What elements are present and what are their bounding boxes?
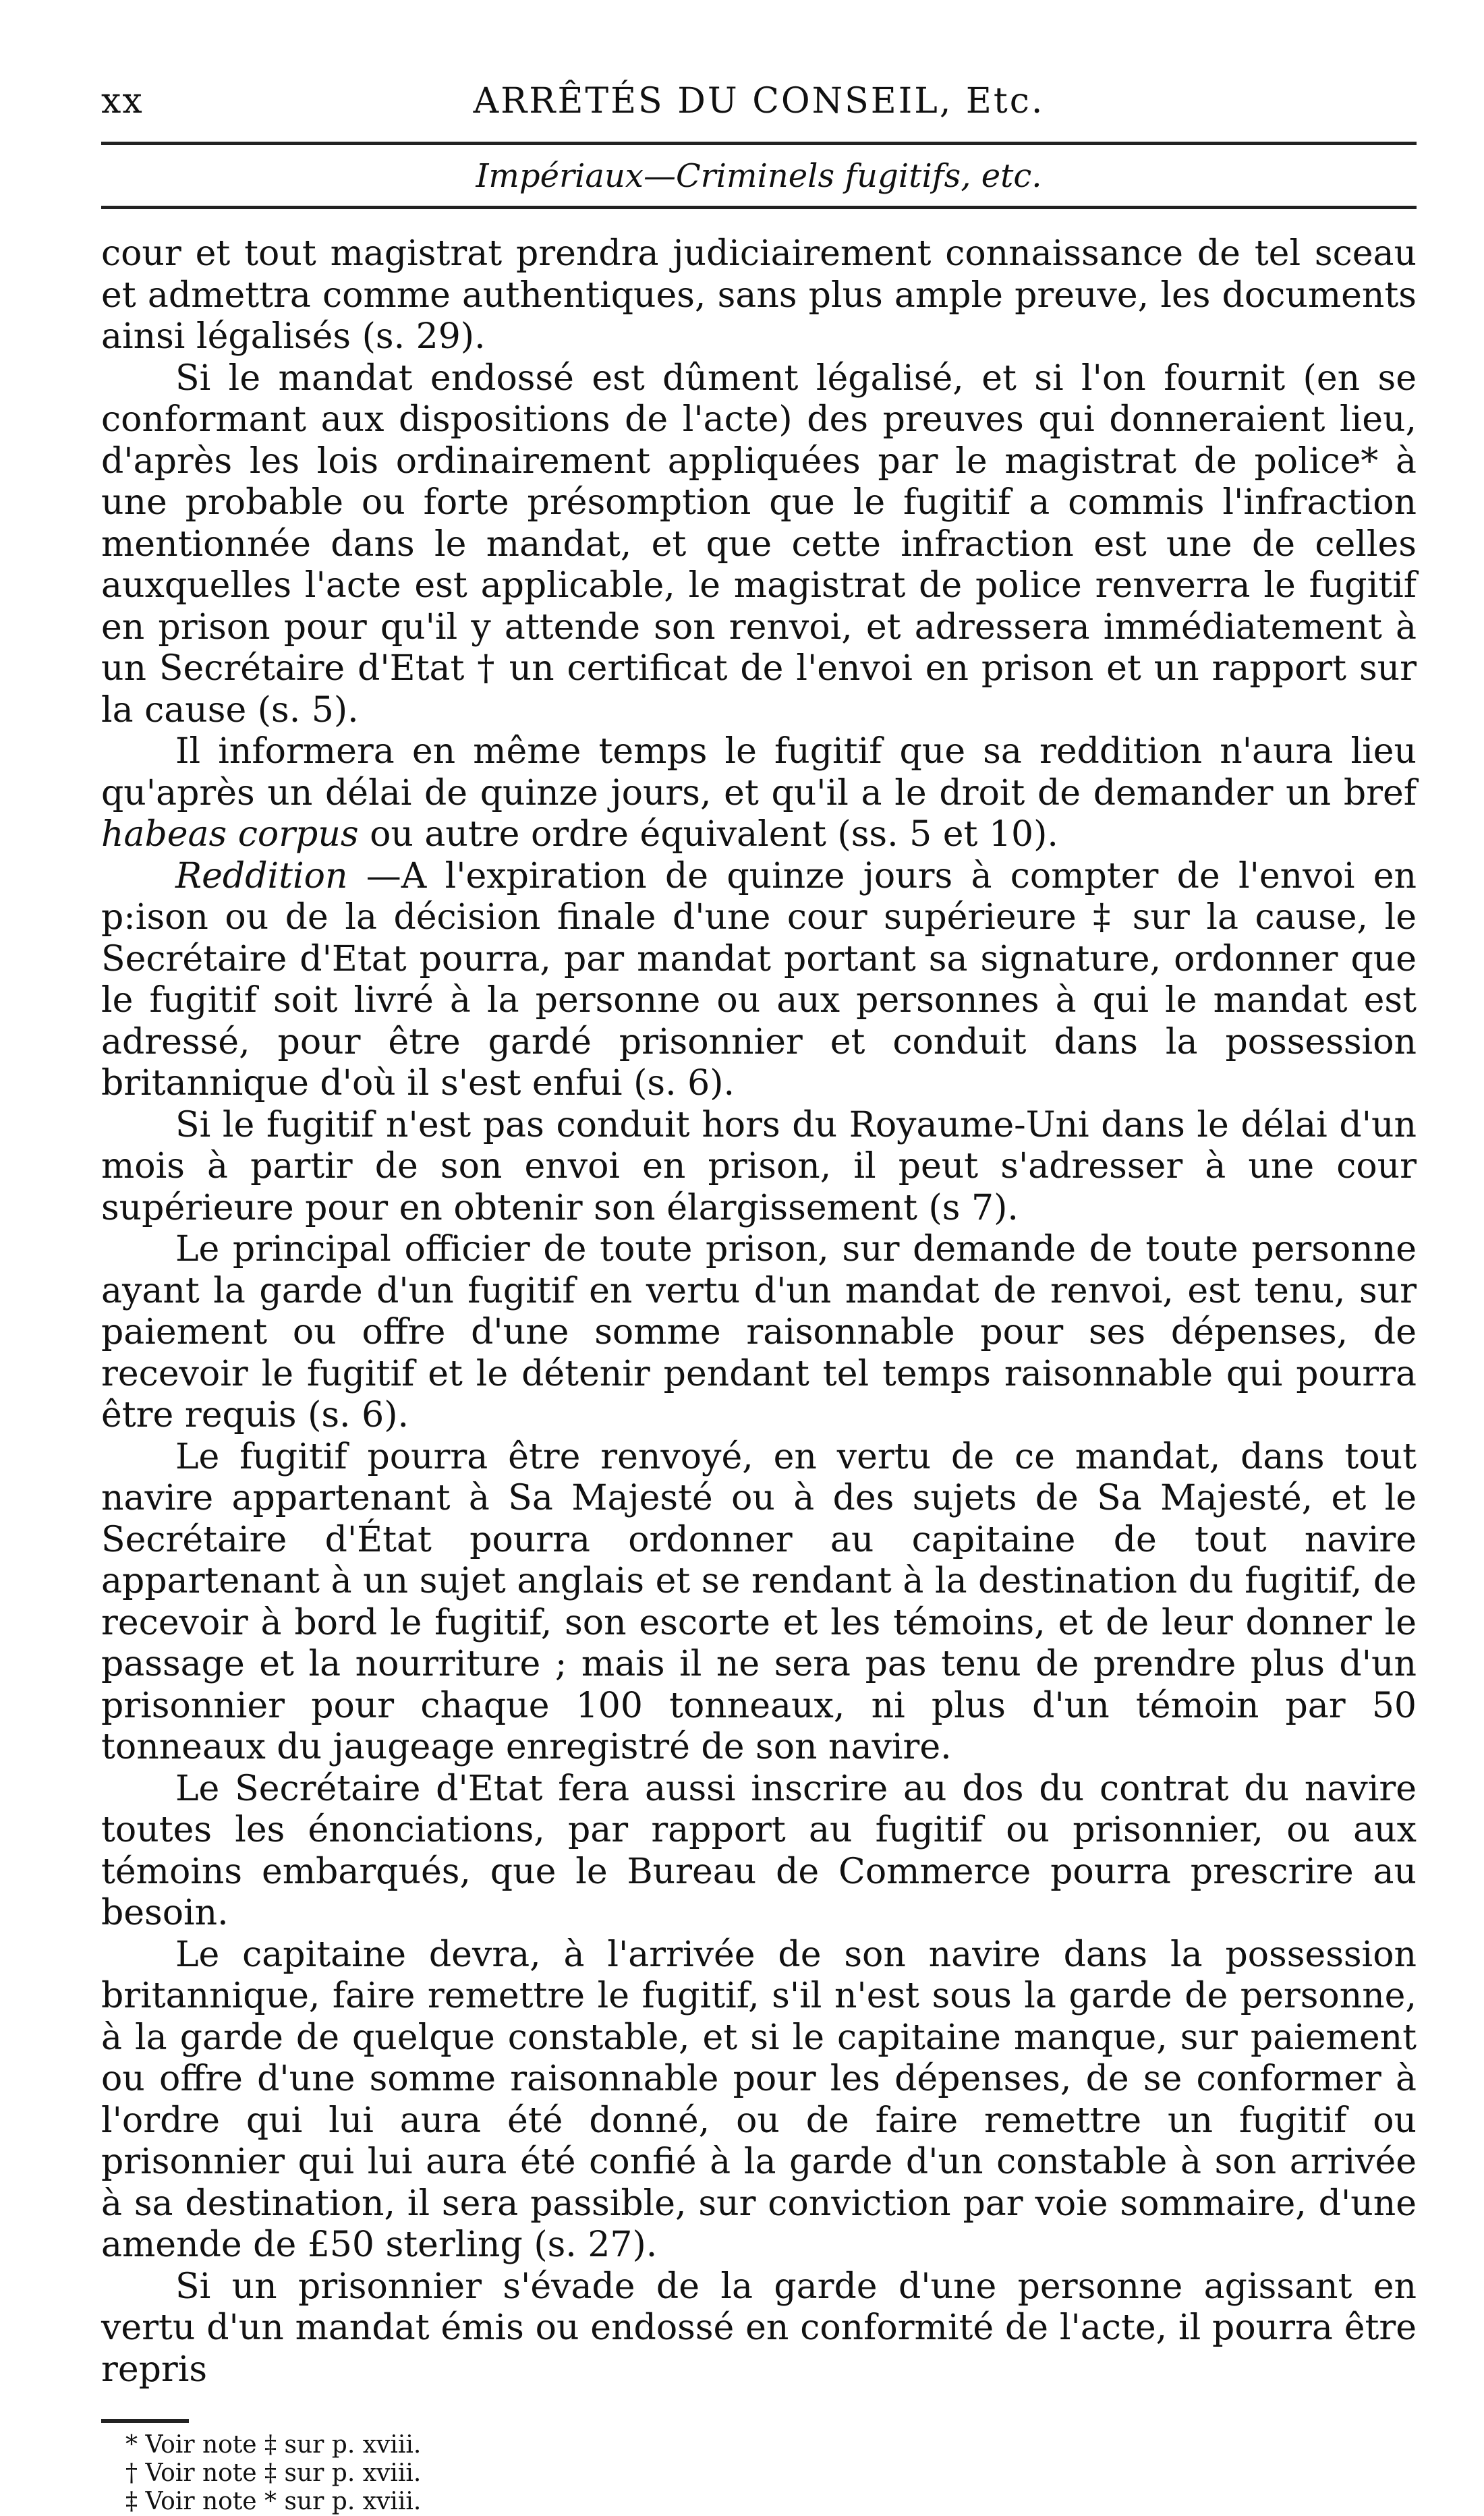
paragraph: Le fugitif pourra être renvoyé, en vertu de ce mandat, dans tout navire appartenant à Sa Majesté ou à des sujets de Sa Majesté, et le Secrétaire d'État pourra ordonner au capitaine de tout navire appartenant à un sujet anglais et se rendant à la destination du fugitif, de recevoir à bord le fugitif, son escorte et les témoins, et de leur donner le passage et la nourriture ; mais il ne sera pas tenu de prendre plus d'un prisonnier pour chaque 100 tonneaux, ni plus d'un témoin par 50 tonneaux du jaugeage enregistré de son navire. (101, 1436, 1417, 1767)
paragraph: Si un prisonnier s'évade de la garde d'une personne agissant en vertu d'un mandat émis ou endossé en conformité de l'acte, il pourra être repris (101, 2266, 1417, 2390)
section-heading: Reddition (175, 855, 348, 896)
document-page (101, 67, 1417, 2516)
section-subtitle: Impériaux—Criminels fugitifs, etc. (476, 157, 1042, 195)
paragraph: Le Secrétaire d'Etat fera aussi inscrire au dos du contrat du navire toutes les énonciations, par rapport au fugitif ou prisonnier, ou aux témoins embarqués, que le Bureau de Commerce pourra prescrire au besoin. (101, 1768, 1417, 1933)
footnote-rule (101, 2419, 189, 2423)
footnote: ‡ Voir note * sur p. xviii. (125, 2488, 422, 2515)
paragraph-text: —A l'expiration de quinze jours à compter de l'envoi en p:ison ou de la décision finale d'une cour supérieure ‡ sur la cause, le Secrétaire d'Etat pourra, par mandat portant sa signature, ordonner que le fugitif soit livré à la personne ou aux personnes à qui le mandat est adressé, pour être gardé prisonnier et conduit dans la possession britannique d'où il s'est enfui (s. 6). (101, 855, 1417, 1104)
paragraph: Si le fugitif n'est pas conduit hors du Royaume-Uni dans le délai d'un mois à partir de son envoi en prison, il peut s'adresser à une cour supérieure pour en obtenir son élargissement (s 7). (101, 1104, 1417, 1228)
paragraph: Le capitaine devra, à l'arrivée de son navire dans la possession britannique, faire remettre le fugitif, s'il n'est sous la garde de personne, à la garde de quelque constable, et si le capitaine manque, sur paiement ou offre d'une somme raisonnable pour les dépenses, de se conformer à l'ordre qui lui aura été donné, ou de faire remettre un fugitif ou prisonnier qui lui aura été confié à la garde d'un constable à son arrivée à sa destination, il sera passible, sur conviction par voie sommaire, d'une amende de £50 sterling (s. 27). (101, 1934, 1417, 2265)
paragraph-text: ou autre ordre équivalent (ss. 5 et 10). (370, 814, 1058, 855)
paragraph (101, 731, 1417, 856)
latin-term: habeas corpus (101, 814, 359, 855)
paragraph (101, 856, 1417, 1105)
footnote: * Voir note ‡ sur p. xviii. (125, 2431, 422, 2459)
header-rule-bottom (101, 206, 1417, 209)
body-text (101, 233, 1417, 2391)
running-title: ARRÊTÉS DU CONSEIL, Etc. (473, 81, 1045, 121)
page-number: xx (101, 81, 144, 121)
footnote: † Voir note ‡ sur p. xviii. (125, 2459, 422, 2487)
paragraph-text: Il informera en même temps le fugitif que sa reddition n'aura lieu qu'après un délai de quinze jours, et qu'il a le droit de demander un bref (101, 731, 1417, 813)
page-header (101, 67, 1417, 135)
paragraph: Si le mandat endossé est dûment légalisé, et si l'on fournit (en se conformant aux dispositions de l'acte) des preuves qui donneraient lieu, d'après les lois ordinairement appliquées par le magistrat de police* à une probable ou forte présomption que le fugitif a commis l'infraction mentionnée dans le mandat, et que cette infraction est une de celles auxquelles l'acte est applicable, le magistrat de police renverra le fugitif en prison pour qu'il y attende son renvoi, et adressera immédiatement à un Secrétaire d'Etat † un certificat de l'envoi en prison et un rapport sur la cause (s. 5). (101, 358, 1417, 731)
paragraph: Le principal officier de toute prison, sur demande de toute personne ayant la garde d'un fugitif en vertu d'un mandat de renvoi, est tenu, sur paiement ou offre d'une somme raisonnable pour ses dépenses, de recevoir le fugitif et le détenir pendant tel temps raisonnable qui pourra être requis (s. 6). (101, 1229, 1417, 1435)
footnotes (101, 2431, 1417, 2516)
paragraph: cour et tout magistrat prendra judiciairement connaissance de tel sceau et admettra comme authentiques, sans plus ample preuve, les documents ainsi légalisés (s. 29). (101, 233, 1417, 357)
